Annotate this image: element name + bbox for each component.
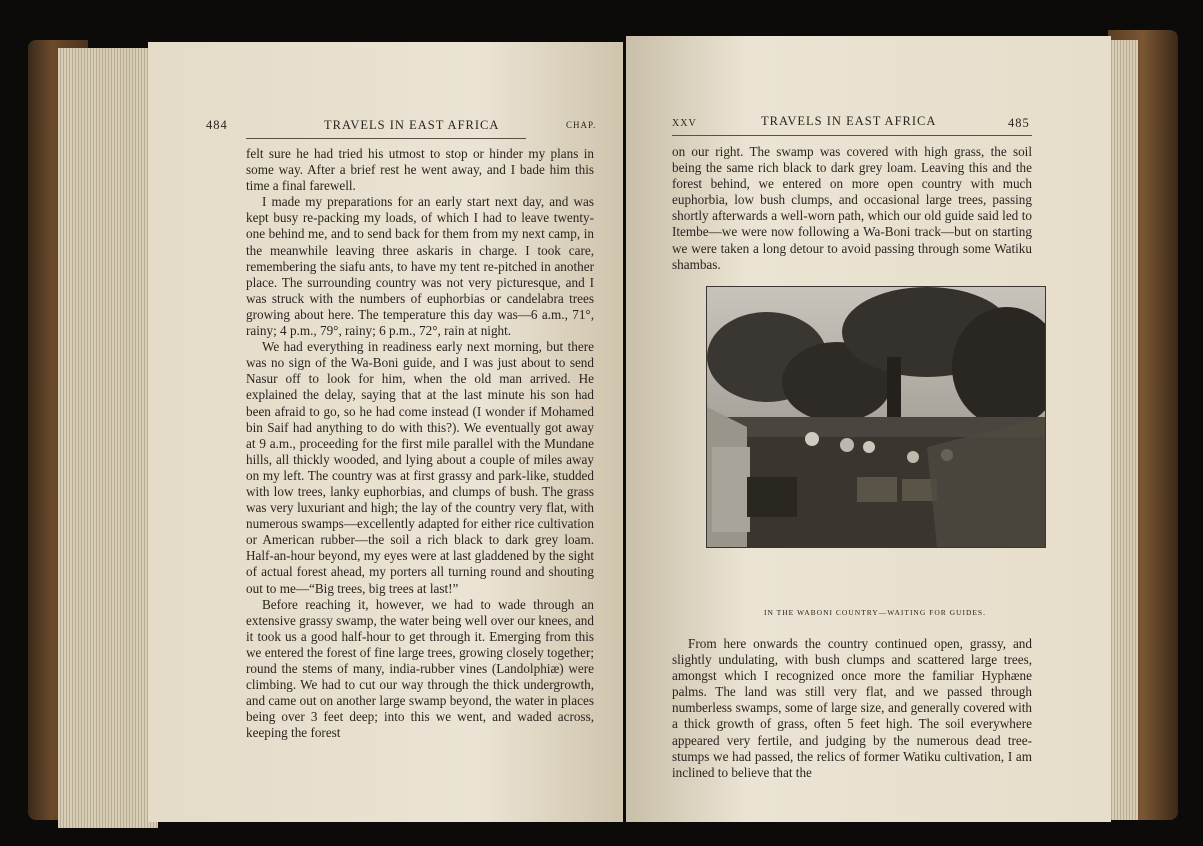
right-body-text-top bbox=[672, 144, 1032, 273]
left-page-edges bbox=[58, 48, 158, 828]
paragraph: on our right. The swamp was covered with high grass, the soil being the same rich black to dark grey loam. Leaving this and the forest behind, we entered on more open country with much euphorbia, low bush clumps, and occasional large trees, passing shortly afterwards a well-worn path, which our old guide said led to Itembe—we were now following a Wa-Boni track—but on starting we were taken a long detour to avoid passing through some Watiku shambas. bbox=[672, 144, 1032, 272]
paragraph: I made my preparations for an early start next day, and was kept busy re-packing my loads, of which I had to leave twenty-one behind me, and to send back for them from my next camp, in the meanwhile leaving three askaris in charge. I took care, remembering the siafu ants, to have my tent re-pitched in another place. The surrounding country was not very picturesque, and I was struck with the numbers of euphorbias or candelabra trees growing about here. The temperature this day was—6 a.m., 71°, rainy; 4 p.m., 79°, rainy; 6 p.m., 72°, rain at night. bbox=[246, 194, 594, 339]
photo-caption: IN THE WABONI COUNTRY—WAITING FOR GUIDES. bbox=[764, 608, 986, 617]
paragraph: From here onwards the country continued open, grassy, and slightly undulating, with bush clumps and scattered large trees, amongst which I recognized once more the familiar Hyphæne palms. The land was still very flat, and we passed through numberless swamps, some of large size, and generally covered with a thick growth of grass, often 5 feet high. The soil everywhere appeared very fertile, and judging by the numerous dead tree-stumps we had passed, the relics of former Watiku cultivation, I am inclined to believe that the bbox=[672, 636, 1032, 780]
right-body-text-bottom bbox=[672, 636, 1032, 781]
right-page-number: 485 bbox=[1008, 116, 1030, 130]
left-body-text bbox=[246, 146, 594, 741]
left-section-mark: CHAP. bbox=[566, 120, 597, 130]
left-page bbox=[148, 42, 623, 822]
left-header-rule bbox=[246, 138, 526, 139]
paragraph: We had everything in readiness early next morning, but there was no sign of the Wa-Boni guide, and I was just about to send Nasur off to look for him, when the old man arrived. He explained the delay, saying that at the last minute his son had been afraid to go, so he had come instead (I wonder if Mohamed bin Saif had anything to do with this?). We eventually got away at 9 a.m., proceeding for the first mile parallel with the Mundane hills, all thickly wooded, and lying about a couple of miles away on my left. The country was at first grassy and park-like, studded with low trees, lanky euphorbias, and clumps of bush. The grass was very luxuriant and high; the lay of the country very flat, with numerous swamps—excellently adapted for either rice cultivation or American rubber—the soil a rich black to dark grey loam. Half-an-hour beyond, my eyes were at last gladdened by the sight of actual forest ahead, my porters all turning round and shouting out to me—“Big trees, big trees at last!” bbox=[246, 339, 594, 596]
photograph-plate bbox=[706, 286, 1046, 548]
paragraph: Before reaching it, however, we had to wade through an extensive grassy swamp, the water being well over our knees, and it took us a good half-hour to get through it. Emerging from this we entered the forest of fine large trees, growing closely together; round the stems of many, india-rubber vines (Landolphiæ) were climbing. We had to cut our way through the thick undergrowth, and came out on another large swamp beyond, the water in places being over 3 feet deep; into this we went, and waded across, keeping the forest bbox=[246, 596, 594, 741]
left-running-head: TRAVELS IN EAST AFRICA bbox=[324, 118, 500, 132]
right-running-head: TRAVELS IN EAST AFRICA bbox=[761, 114, 937, 128]
right-section-mark: XXV bbox=[672, 118, 697, 129]
paragraph: felt sure he had tried his utmost to stop or hinder my plans in some way. After a brief rest he went away, and I bade him this time a final farewell. bbox=[246, 146, 594, 194]
right-page bbox=[626, 36, 1111, 822]
right-header-rule bbox=[672, 135, 1032, 136]
open-book bbox=[28, 30, 1178, 830]
left-page-number: 484 bbox=[206, 118, 228, 132]
